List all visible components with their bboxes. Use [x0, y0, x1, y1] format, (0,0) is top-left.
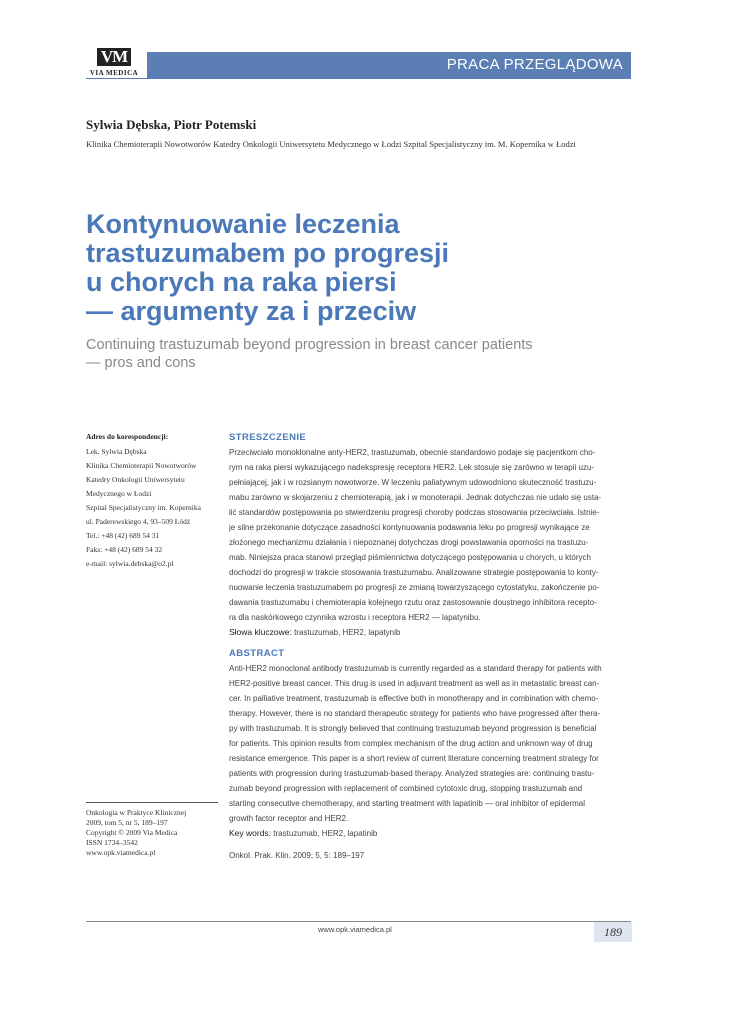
text-line: patients with progression during trastuzumab-based therapy. Analyzed strategies are: continuing trastu- — [229, 769, 595, 778]
keywords-pl — [229, 625, 632, 640]
keywords-en — [229, 826, 632, 841]
text-line: growth factor receptor and HER2. — [229, 814, 349, 823]
text-line: ra dla naskórkowego czynnika wzrostu i receptora HER2 — lapatynibu. — [229, 613, 481, 622]
subtitle-line: — pros and cons — [86, 355, 196, 371]
journal-line: ISSN 1734–3542 — [86, 838, 138, 847]
keywords-value: trastuzumab, HER2, lapatinib — [271, 829, 378, 838]
text-line: nuowanie leczenia trastuzumabem po progresji ze zmianą towarzyszącego cytostatyku, zakończenie po- — [229, 583, 600, 592]
text-line: dawania trastuzumabu i chemioterapia kolejnego rzutu oraz zastosowanie doustnego inhibitora recepto- — [229, 598, 597, 607]
correspondence-line: Medycznego w Łodzi — [86, 489, 152, 498]
correspondence-line: Klinika Chemioterapii Nowotworów — [86, 461, 197, 470]
article-subtitle — [86, 336, 646, 372]
publisher-logo — [86, 48, 142, 77]
title-line: u chorych na raka piersi — [86, 267, 397, 297]
correspondence-line: Katedry Onkologii Uniwersytetu — [86, 475, 185, 484]
text-line: je silne przekonanie dotyczące zasadności kontynuowania podawania leku po progresji wynikające ze — [229, 523, 590, 532]
journal-url[interactable]: www.opk.viamedica.pl — [86, 848, 156, 857]
text-line: rym na raka piersi wykazującego nadekspresję receptora HER2. Lek stosuje się zarówno w terapii uzu- — [229, 463, 595, 472]
journal-line: Copyright © 2009 Via Medica — [86, 828, 178, 837]
journal-line: 2009, tom 5, nr 5, 189–197 — [86, 818, 168, 827]
abstract-text — [229, 661, 632, 841]
correspondence-line: Lek. Sylwia Dębska — [86, 447, 147, 456]
title-line: Kontynuowanie leczenia — [86, 209, 400, 239]
text-line: Przeciwciało monoklonalne anty-HER2, trastuzumab, obecnie standardowo podaje się pacjentkom cho- — [229, 448, 596, 457]
citation: Onkol. Prak. Klin. 2009; 5, 5: 189–197 — [229, 851, 365, 860]
text-line: resistance emergence. This paper is a short review of current literature concerning treatment strategy for — [229, 754, 599, 763]
correspondence-line: Faks: +48 (42) 689 54 32 — [86, 545, 163, 554]
text-line: pełniającej, jak i w rozsianym nowotworze. W leczeniu paliatywnym udowodniono skuteczność trastuzu- — [229, 478, 597, 487]
correspondence-line: ul. Paderewskiego 4, 93–509 Łódź — [86, 517, 191, 526]
correspondence-line: Tel.: +48 (42) 689 54 31 — [86, 531, 160, 540]
journal-info — [86, 808, 221, 858]
section-header-bar — [147, 52, 631, 78]
authors: Sylwia Dębska, Piotr Potemski — [86, 117, 257, 132]
title-line: trastuzumabem po progresji — [86, 238, 450, 268]
logo-mark: VM — [97, 48, 131, 66]
section-label: PRACA PRZEGLĄDOWA — [446, 56, 623, 73]
page-number: 189 — [594, 922, 632, 942]
correspondence-email[interactable]: e-mail: sylwia.debska@o2.pl — [86, 559, 174, 568]
correspondence-heading: Adres do korespondencji: — [86, 432, 169, 441]
text-line: dochodzi do progresji w trakcie stosowania trastuzumabu. Analizowane strategie postępowania to konty- — [229, 568, 599, 577]
text-line: HER2-positive breast cancer. This drug is used in adjuvant treatment as well as in metastatic breast can- — [229, 679, 600, 688]
header-divider — [86, 78, 631, 79]
text-line: Anti-HER2 monoclonal antibody trastuzumab is currently regarded as a standard therapy for patients with — [229, 664, 602, 673]
text-line: zumab beyond progression with replacement of combined cytotoxic drug, stopping trastuzumab and — [229, 784, 583, 793]
affiliation: Klinika Chemioterapii Nowotworów Katedry Onkologii Uniwersytetu Medycznego w Łodzi Szpital Specjalistyczny im. M. Kopernika w Łodzi — [86, 139, 576, 149]
subtitle-line: Continuing trastuzumab beyond progression in breast cancer patients — [86, 337, 533, 353]
streszczenie-heading: STRESZCZENIE — [229, 432, 307, 443]
journal-info-divider — [86, 802, 218, 803]
keywords-label: Key words: — [229, 828, 272, 838]
correspondence-line: Szpital Specjalistyczny im. Kopernika — [86, 503, 201, 512]
streszczenie-text — [229, 445, 632, 640]
keywords-label: Słowa kluczowe: — [229, 627, 292, 637]
journal-line: Onkologia w Praktyce Klinicznej — [86, 808, 187, 817]
text-line: lić standardów postępowania po stwierdzeniu progresji choroby podczas stosowania przeciwciała. Istnie- — [229, 508, 600, 517]
text-line: therapy. However, there is no standard therapeutic strategy for patients who have progressed after thera- — [229, 709, 601, 718]
abstract-heading: ABSTRACT — [229, 648, 285, 659]
footer-divider — [86, 921, 631, 922]
title-line: — argumenty za i przeciw — [86, 296, 417, 326]
text-line: for patients. This opinion results from complex mechanism of the drug action and unknown way of drug — [229, 739, 593, 748]
text-line: mabu zarówno w skojarzeniu z chemioterapią, jak i w monoterapii. Jednak dotychczas nie udało się usta- — [229, 493, 602, 502]
correspondence-block — [86, 430, 221, 571]
text-line: cer. In palliative treatment, trastuzumab is effective both in monotherapy and in combination with chemo- — [229, 694, 599, 703]
text-line: py with trastuzumab. It is strongly believed that continuing trastuzumab beyond progression is beneficial — [229, 724, 597, 733]
text-line: złożonego mechanizmu działania i niepoznanej dotychczas drogi powstawania oporności na trastuzu- — [229, 538, 589, 547]
footer-url[interactable]: www.opk.viamedica.pl — [318, 925, 392, 934]
text-line: starting consecutive chemotherapy, and starting treatment with lapatinib — oral inhibitor of epidermal — [229, 799, 586, 808]
article-title — [86, 210, 646, 326]
keywords-value: trastuzumab, HER2, lapatynib — [291, 628, 401, 637]
logo-text: VIA MEDICA — [89, 69, 139, 77]
text-line: mab. Niniejsza praca stanowi przegląd piśmiennictwa dotyczącego postępowania u chorych, u których — [229, 553, 591, 562]
